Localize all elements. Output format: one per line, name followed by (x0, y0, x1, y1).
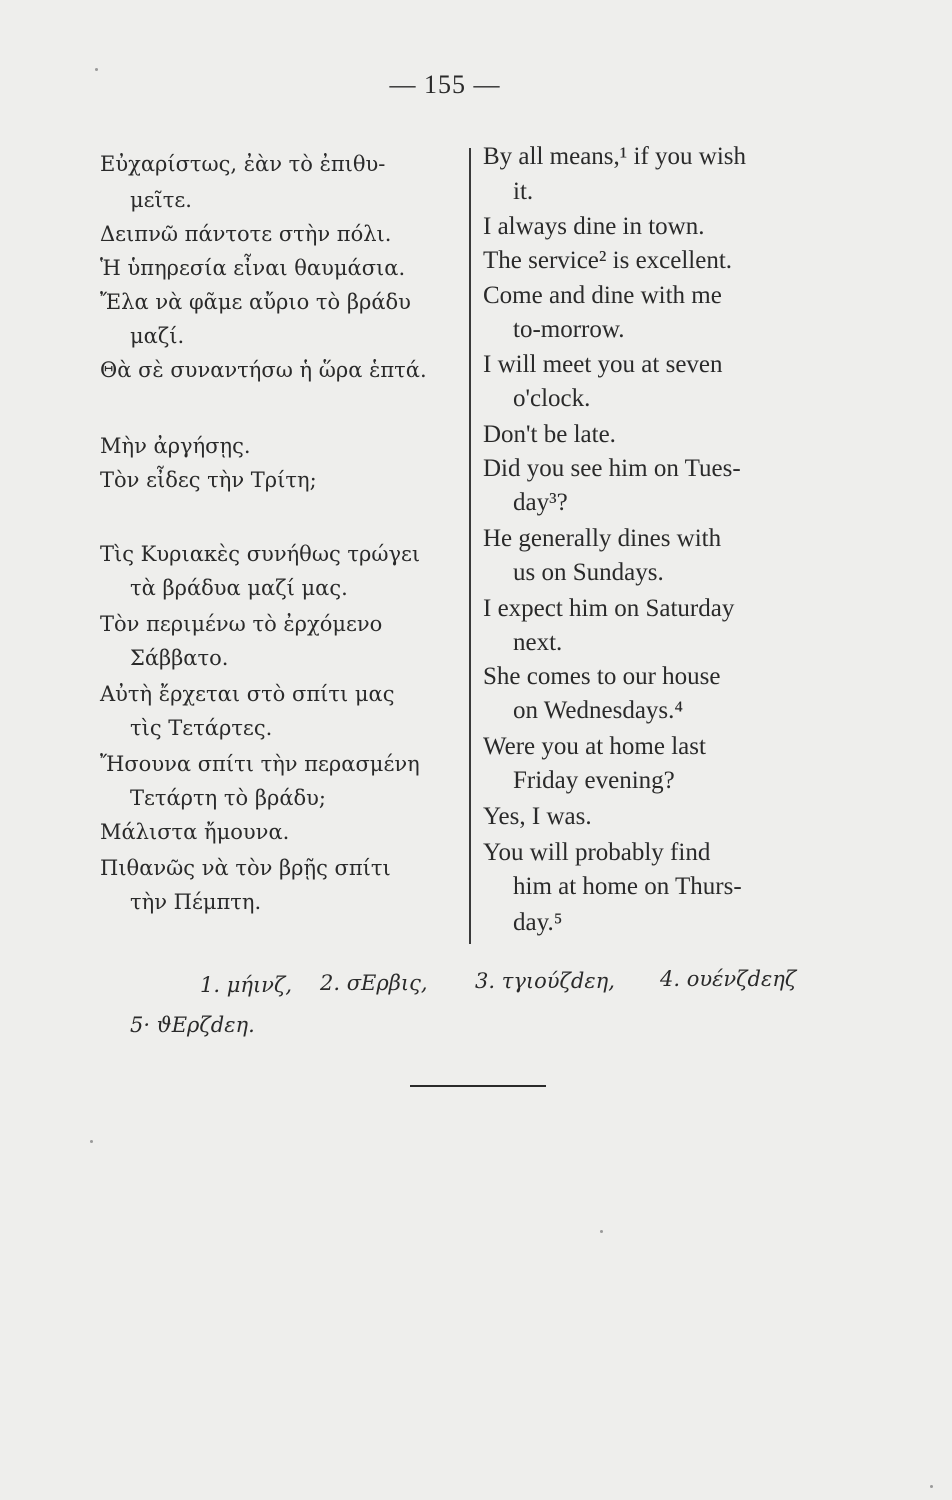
english-line: next. (513, 629, 563, 656)
english-line: o'clock. (513, 385, 591, 412)
english-line: day³? (513, 489, 568, 516)
greek-line: Ἤσουνα σπίτι τὴν περασμένη (100, 752, 420, 776)
greek-line: Ἡ ὑπηρεσία εἶναι θαυμάσια. (100, 256, 406, 280)
english-line: She comes to our house (483, 663, 721, 690)
footnote: 5· ϑΕρζdεη. (130, 1013, 255, 1037)
page-number: — 155 — (389, 70, 501, 99)
paper-speck (600, 1230, 603, 1233)
greek-line: Μὴν ἀργήσῃς. (100, 434, 251, 458)
greek-line: Σάββατο. (130, 646, 229, 670)
greek-line: Ἔλα νὰ φᾶμε αὔριο τὸ βράδυ (100, 290, 411, 314)
greek-line: Τὶς Κυριακὲς συνήθως τρώγει (100, 542, 421, 566)
greek-line: τὶς Τετάρτες. (130, 716, 273, 740)
english-line: He generally dines with (483, 525, 722, 552)
greek-line: Θὰ σὲ συναντήσω ἡ ὥρα ἑπτά. (100, 358, 427, 382)
english-line: Come and dine with me (483, 282, 722, 309)
english-line: You will probably find (483, 839, 711, 866)
greek-line: Πιθανῶς νὰ τὸν βρῇς σπίτι (100, 856, 391, 880)
paper-speck (90, 1140, 93, 1143)
english-line: on Wednesdays.⁴ (513, 697, 684, 724)
greek-line: μεῖτε. (130, 188, 192, 212)
greek-line: Τὸν περιμένω τὸ ἐρχόμενο (100, 612, 383, 636)
english-line: it. (513, 178, 534, 205)
english-line: Did you see him on Tues- (483, 455, 741, 482)
end-rule (410, 1085, 546, 1087)
english-line: day.⁵ (513, 909, 563, 936)
greek-line: Δειπνῶ πάντοτε στὴν πόλι. (100, 222, 392, 246)
english-line: Don't be late. (483, 421, 616, 448)
english-line: him at home on Thurs- (513, 873, 742, 900)
paper-speck (95, 68, 98, 71)
greek-line: Τετάρτη τὸ βράδυ; (130, 786, 326, 810)
greek-line: τὰ βράδυα μαζί μας. (130, 576, 348, 600)
english-line: The service² is excellent. (483, 247, 733, 274)
greek-line: τὴν Πέμπτη. (130, 890, 262, 914)
column-divider (469, 148, 471, 944)
footnote: 1. μήινζ, (200, 973, 292, 997)
english-line: I expect him on Saturday (483, 595, 735, 622)
greek-line: Εὐχαρίστως, ἐὰν τὸ ἐπιθυ- (100, 152, 386, 176)
footnote: 4. ουένζdεηζ (660, 967, 797, 991)
footnote: 3. τγιούζdεη, (475, 969, 615, 993)
english-line: Friday evening? (513, 767, 675, 794)
english-line: Were you at home last (483, 733, 706, 760)
greek-line: Τὸν εἶδες τὴν Τρίτη; (100, 468, 317, 492)
english-line: I will meet you at seven (483, 351, 723, 378)
english-line: to-morrow. (513, 316, 625, 343)
english-line: us on Sundays. (513, 559, 664, 586)
english-line: Yes, I was. (483, 803, 592, 830)
greek-line: μαζί. (130, 324, 185, 348)
english-line: By all means,¹ if you wish (483, 143, 747, 170)
footnote: 2. σΕρβις, (320, 971, 428, 995)
greek-line: Μάλιστα ἤμουνα. (100, 820, 290, 844)
greek-line: Αὐτὴ ἔρχεται στὸ σπίτι μας (100, 682, 395, 706)
paper-speck (930, 1485, 933, 1488)
english-line: I always dine in town. (483, 213, 705, 240)
